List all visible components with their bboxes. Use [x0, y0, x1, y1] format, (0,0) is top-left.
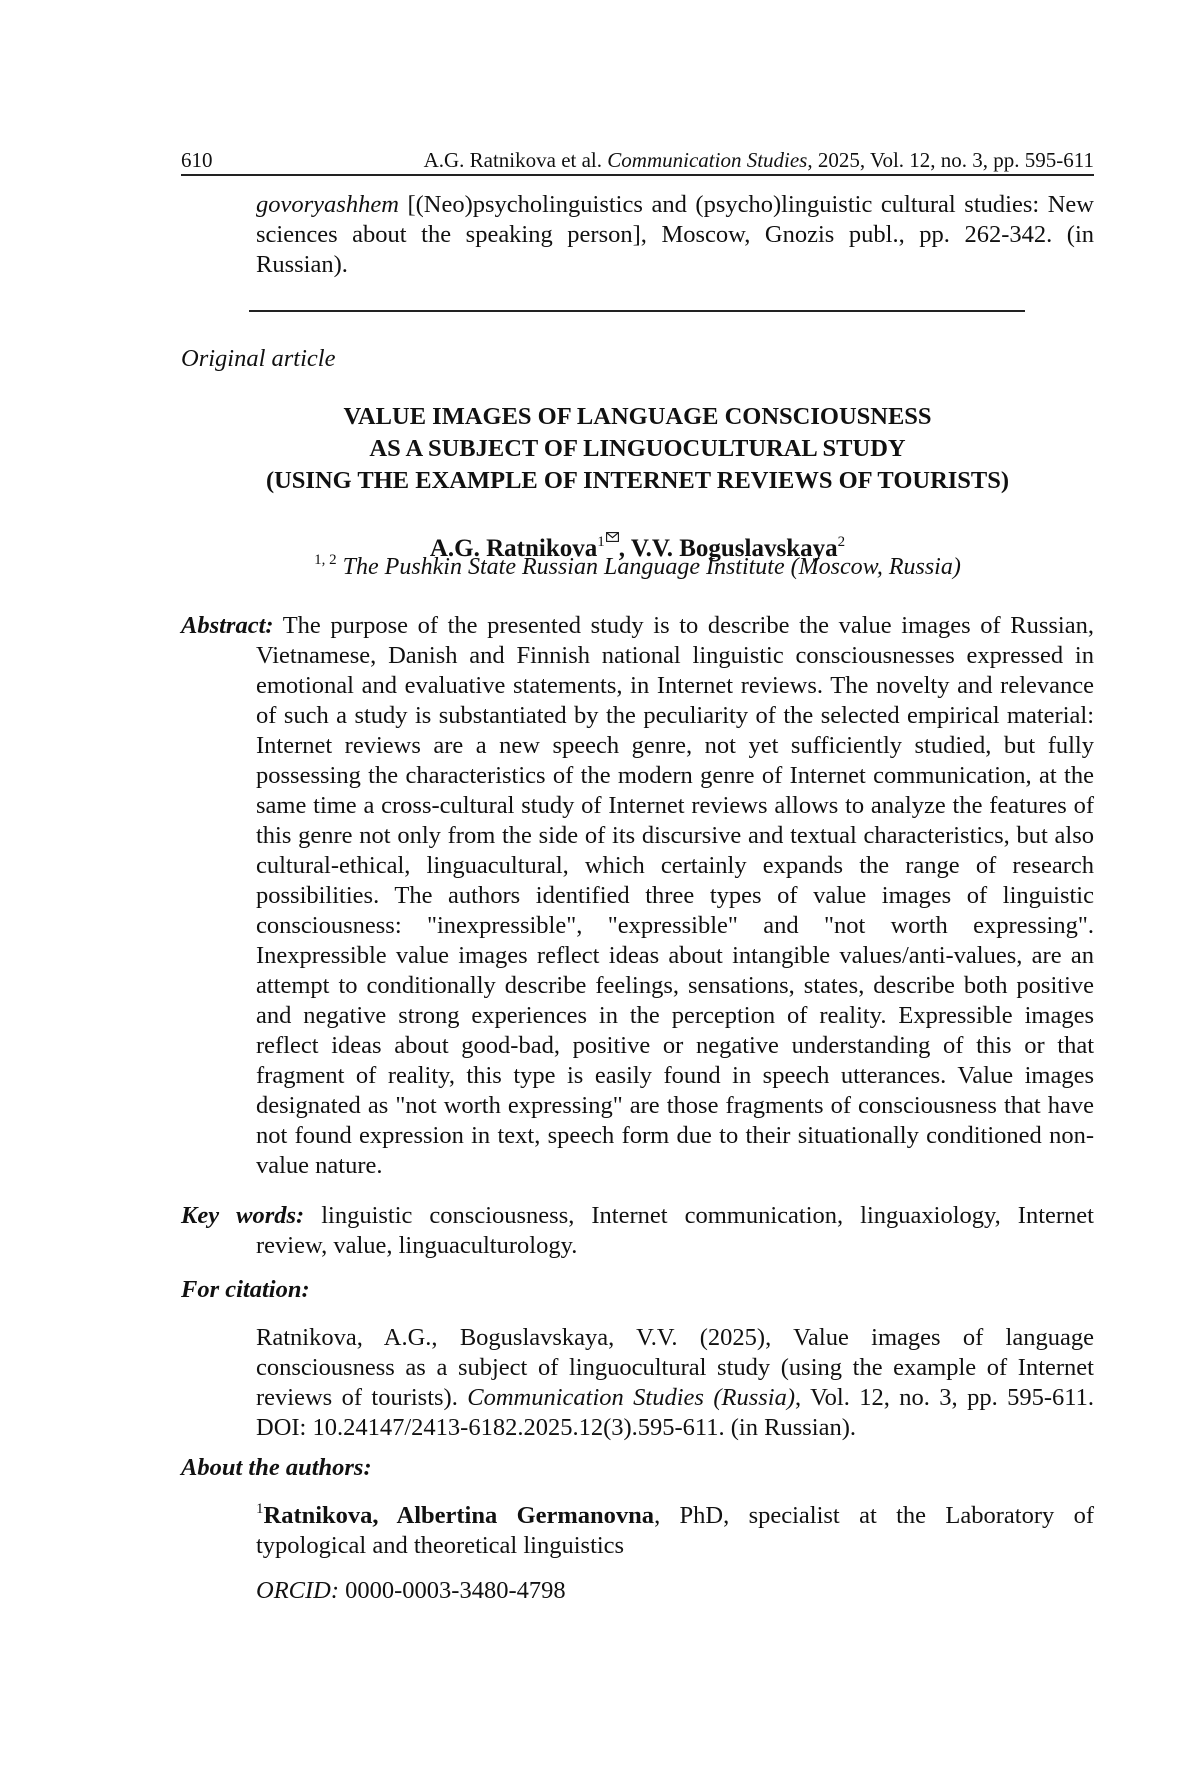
title-line: AS A SUBJECT OF LINGUOCULTURAL STUDY — [369, 435, 906, 462]
bio-sup: 1 — [256, 1501, 264, 1517]
citation-before: Ratnikova, A.G., Boguslavskaya, V.V. (2025), Value images of language consciousness as a subject of linguocultural study (using the example of Internet reviews of tourists). — [256, 1324, 1094, 1411]
article-type: Original article — [181, 345, 336, 372]
author-sup: 1 — [597, 534, 605, 550]
running-journal: Communication Studies — [607, 148, 808, 172]
reference-tail — [256, 190, 1094, 280]
citation-text — [256, 1323, 1094, 1443]
orcid — [256, 1576, 566, 1606]
abstract-text: The purpose of the presented study is to describe the value images of Russian, Vietnamese, Danish and Finnish national linguistic consciousnesses expressed in emotional and evaluative statements, in Internet reviews. The novelty and relevance of such a study is substantiated by the peculiarity of the selected empirical material: Internet reviews are a new speech genre, not yet sufficiently studied, but fully possessing the characteristics of the modern genre of Internet communication, at the same time a cross-cultural study of Internet reviews allows to analyze the features of this genre not only from the side of its discursive and textual characteristics, but also cultural-ethical, linguacultural, which certainly expands the range of research possibilities. The authors identified three types of value images of linguistic consciousness: "inexpressible", "expressible" and "not worth expressing". Inexpressible value images reflect ideas about intangible values/anti-values, are an attempt to conditionally describe feelings, sensations, states, describe both positive and negative strong experiences in the perception of reality. Expressible images reflect ideas about good-bad, positive or negative understanding of this or that fragment of reality, this type is easily found in speech utterances. Value images designated as "not worth expressing" are those fragments of consciousness that have not found expression in text, speech form due to their situationally conditioned non-value nature. — [256, 612, 1094, 1179]
running-authors: A.G. Ratnikova et al. — [423, 148, 603, 172]
article-title — [181, 401, 1094, 497]
section-separator — [249, 310, 1025, 312]
author-name: V.V. Boguslavskaya — [630, 535, 838, 562]
citation-after: , Vol. 12, no. 3, pp. 595-611. DOI: 10.24147/2413-6182.2025.12(3).595-611. (in Russian). — [256, 1384, 1094, 1441]
envelope-icon[interactable] — [606, 519, 619, 529]
affiliation-text: The Pushkin State Russian Language Institute (Moscow, Russia) — [336, 554, 961, 580]
orcid-value[interactable]: 0000-0003-3480-4798 — [339, 1577, 566, 1604]
title-line: (USING THE EXAMPLE OF INTERNET REVIEWS OF TOURISTS) — [265, 467, 1010, 494]
citation-journal: Communication Studies (Russia) — [467, 1384, 796, 1411]
running-title — [424, 146, 1094, 174]
affiliation-sup: 1, 2 — [314, 552, 337, 568]
keywords — [181, 1201, 1094, 1261]
abstract — [181, 611, 1094, 1181]
author-name: A.G. Ratnikova — [429, 535, 598, 562]
orcid-label: ORCID: — [256, 1577, 340, 1604]
author-separator: , — [618, 535, 631, 562]
running-header — [181, 146, 1094, 176]
bio-desc: , PhD, specialist at the Laboratory of typological and theoretical linguistics — [256, 1502, 1094, 1559]
citation-label: For citation: — [181, 1276, 310, 1303]
abstract-label: Abstract: — [181, 612, 274, 639]
bio-name: Ratnikova, Albertina Germanovna — [263, 1502, 655, 1529]
page-number: 610 — [181, 148, 213, 172]
title-line: VALUE IMAGES OF LANGUAGE CONSCIOUSNESS — [343, 403, 932, 430]
affiliation — [181, 552, 1094, 582]
author-bio — [256, 1501, 1094, 1561]
keywords-text: linguistic consciousness, Internet communication, linguaxiology, Internet review, value, linguaculturology. — [256, 1202, 1094, 1259]
author-sup: 2 — [837, 534, 846, 550]
running-issue: , 2025, Vol. 12, no. 3, pp. 595-611 — [807, 148, 1094, 172]
reference-text: [(Neo)psycholinguistics and (psycho)linguistic cultural studies: New sciences about the speaking person], Moscow, Gnozis publ., pp. 262-342. (in Russian). — [256, 191, 1094, 278]
reference-italic: govoryashhem — [256, 191, 399, 218]
about-authors-label: About the authors: — [181, 1454, 372, 1481]
keywords-label: Key words: — [181, 1202, 305, 1229]
